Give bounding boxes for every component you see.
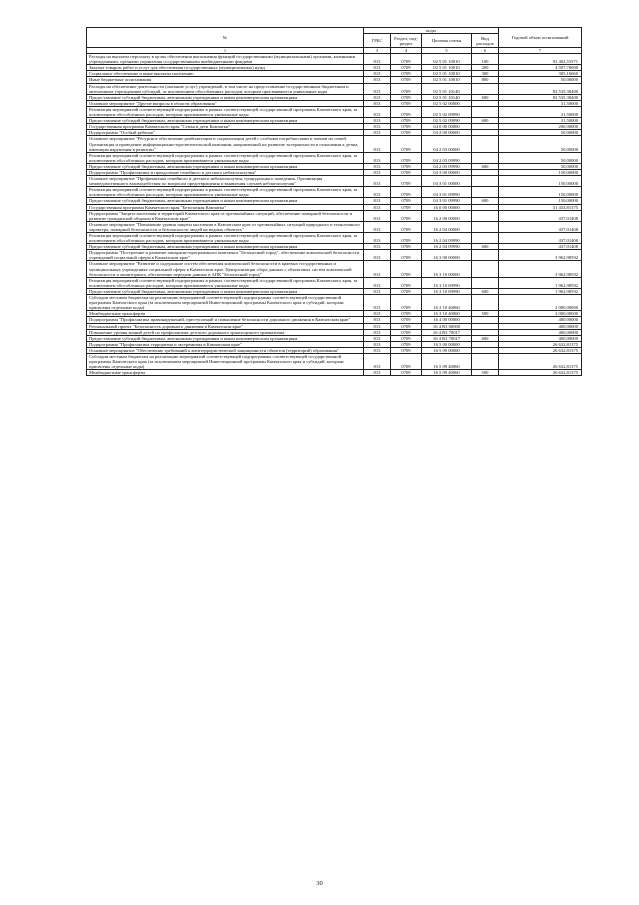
row-expense-type: 500 — [472, 370, 499, 376]
row-name: Подпрограмма "Защита населения и территорий Камчатского края от чрезвычайных ситуаций, обеспечение пожарной безопасности и развитие гражданской обороны в Камчатском крае" — [87, 210, 364, 221]
row-amount: 50,00000 — [499, 152, 582, 163]
row-section: 0709 — [391, 65, 422, 71]
row-name: Закупка товаров, работ и услуг для обеспечения государственных (муниципальных) нужд — [87, 65, 364, 71]
row-grbs: 813 — [364, 187, 391, 198]
header-section: Раздел, под-раздел — [391, 34, 422, 48]
row-expense-type — [472, 187, 499, 198]
row-name: Расходы на обеспечение деятельности (оказание услуг) учреждений, в том числе на предоставление государственным бюджетным и автономным учреждениям субсидий, за исключением обособленных расходов, которым присваиваются уникальные коды — [87, 83, 364, 94]
row-amount: 82 535,38400 — [499, 94, 582, 100]
row-grbs: 813 — [364, 311, 391, 317]
row-section: 0709 — [391, 204, 422, 210]
row-expense-type — [472, 295, 499, 311]
row-amount: 31,50000 — [499, 106, 582, 117]
row-section: 0709 — [391, 250, 422, 261]
row-section: 0709 — [391, 83, 422, 94]
row-grbs: 813 — [364, 163, 391, 169]
row-section: 0709 — [391, 94, 422, 100]
row-grbs: 813 — [364, 323, 391, 329]
row-grbs: 813 — [364, 94, 391, 100]
table-row — [87, 295, 582, 311]
row-amount: 92 402,55371 — [499, 54, 582, 65]
row-expense-type — [472, 277, 499, 288]
row-section: 0709 — [391, 347, 422, 353]
row-name: Основное мероприятие "Профилактика семейного и детского неблагополучия, суицидального поведения. Организация межведомственного взаимодействия по вопросам предотвращения и выявления случаев неблагополучия" — [87, 176, 364, 187]
row-amount: 82 535,38400 — [499, 83, 582, 94]
row-expense-type — [472, 221, 499, 232]
table-row — [87, 261, 582, 277]
row-name: Предоставление субсидий бюджетным, автономным учреждениям и иным некоммерческим организациям — [87, 198, 364, 204]
row-name: Реализация мероприятий соответствующей подпрограммы в рамках соответствующей государственной программы Камчатского края, за исключением обособленных расходов, которым присваиваются уникальные коды — [87, 187, 364, 198]
row-section: 0709 — [391, 130, 422, 136]
row-name: Основное мероприятие "Обеспечение требований к антитеррористической защищенности объектов (территорий) образования" — [87, 347, 364, 353]
row-section: 0709 — [391, 288, 422, 294]
row-name: Основное мероприятие "Ресурсное обеспечение реабилитации и социализации детей с особыми потребностями и членов их семей. Организация и проведение информационно-просветительской кампании, направленной на развитие толерантности в отношении к детям, имеющим нарушения в развитии" — [87, 136, 364, 152]
row-target-article: 16 2 00 00000 — [422, 210, 472, 221]
row-target-article: 04 2 00 00000 — [422, 130, 472, 136]
table-row — [87, 106, 582, 117]
row-amount: 437,01408 — [499, 233, 582, 244]
row-expense-type — [472, 106, 499, 117]
row-section: 0709 — [391, 370, 422, 376]
row-grbs: 813 — [364, 106, 391, 117]
row-amount: 31,50000 — [499, 100, 582, 106]
row-grbs: 813 — [364, 244, 391, 250]
row-section: 0709 — [391, 100, 422, 106]
table-row — [87, 152, 582, 163]
header-target-article: Целевая статья — [422, 34, 472, 48]
table-row — [87, 353, 582, 369]
row-section: 0709 — [391, 118, 422, 124]
row-grbs: 813 — [364, 250, 391, 261]
row-target-article: 16 5 00 00000 — [422, 341, 472, 347]
column-number: 7 — [499, 48, 582, 54]
row-grbs: 813 — [364, 317, 391, 323]
row-section: 0709 — [391, 71, 422, 77]
row-name: Предоставление субсидий бюджетным, автономным учреждениям и иным некоммерческим организациям — [87, 163, 364, 169]
header-expense-type: Вид расходов — [472, 34, 499, 48]
row-target-article: 04 3 01 00000 — [422, 176, 472, 187]
header-annual-amount: Годовой объем ассигнований — [499, 28, 582, 48]
row-section: 0709 — [391, 323, 422, 329]
row-target-article: 02 5 01 10140 — [422, 94, 472, 100]
row-expense-type: 100 — [472, 54, 499, 65]
row-amount: 400,00000 — [499, 329, 582, 335]
row-grbs: 813 — [364, 233, 391, 244]
row-section: 0709 — [391, 335, 422, 341]
row-amount: 31,50000 — [499, 118, 582, 124]
row-name: Региональный проект "Безопасность дорожного движения в Камчатском крае" — [87, 323, 364, 329]
table-row — [87, 176, 582, 187]
row-section: 0709 — [391, 124, 422, 130]
row-amount: 4 507,70000 — [499, 65, 582, 71]
row-section: 0709 — [391, 54, 422, 65]
row-expense-type — [472, 152, 499, 163]
header-name-no: № — [87, 28, 364, 48]
row-grbs: 813 — [364, 71, 391, 77]
row-amount: 400,00000 — [499, 335, 582, 341]
row-amount: 31 433,81375 — [499, 204, 582, 210]
row-grbs: 813 — [364, 277, 391, 288]
row-section: 0709 — [391, 163, 422, 169]
table-row — [87, 54, 582, 65]
row-expense-type: 800 — [472, 77, 499, 83]
row-name: Повышение уровня знаний детей по профилактике детского дорожного транспортного травматизма — [87, 329, 364, 335]
row-amount: 437,01408 — [499, 210, 582, 221]
row-target-article: 04 2 03 09990 — [422, 152, 472, 163]
column-number: 1 — [87, 48, 364, 54]
row-name: Подпрограмма "Особый ребенок" — [87, 130, 364, 136]
row-name: Субсидии местным бюджетам на реализацию мероприятий соответствующей подпрограммы соответствующей государственной программы Камчатского края (за исключением мероприятий Инвестиционной программы Камчатского края и субсидий, которым присвоены отдельные коды) — [87, 353, 364, 369]
row-target-article: 02 5 01 10010 — [422, 65, 472, 71]
row-section: 0709 — [391, 317, 422, 323]
row-name: Предоставление субсидий бюджетным, автономным учреждениям и иным некоммерческим организациям — [87, 335, 364, 341]
row-name: Основное мероприятие "Другие вопросы в области образования" — [87, 100, 364, 106]
row-target-article: 04 3 01 09990 — [422, 198, 472, 204]
row-name: Предоставление субсидий бюджетным, автономным учреждениям и иным некоммерческим организациям — [87, 244, 364, 250]
column-number: 4 — [391, 48, 422, 54]
row-expense-type — [472, 233, 499, 244]
row-name: Предоставление субсидий бюджетным, автономным учреждениям и иным некоммерческим организациям — [87, 118, 364, 124]
row-grbs: 813 — [364, 124, 391, 130]
row-target-article: 16 3 00 00000 — [422, 250, 472, 261]
row-section: 0709 — [391, 311, 422, 317]
row-grbs: 813 — [364, 100, 391, 106]
row-amount: 200,00000 — [499, 124, 582, 130]
row-section: 0709 — [391, 221, 422, 232]
row-expense-type — [472, 250, 499, 261]
row-target-article: 16 0 00 00000 — [422, 204, 472, 210]
row-amount: 437,01408 — [499, 244, 582, 250]
row-expense-type — [472, 176, 499, 187]
row-grbs: 813 — [364, 335, 391, 341]
row-amount: 150,00000 — [499, 187, 582, 198]
row-amount: 3 962,98592 — [499, 261, 582, 277]
row-name: Подпрограмма "Профилактика терроризма и экстремизма в Камчатском крае" — [87, 341, 364, 347]
row-grbs: 813 — [364, 370, 391, 376]
row-amount: 3 962,98592 — [499, 250, 582, 261]
row-grbs: 813 — [364, 288, 391, 294]
row-amount: 50,00000 — [499, 77, 582, 83]
row-target-article: 02 5 02 09990 — [422, 106, 472, 117]
row-expense-type: 600 — [472, 198, 499, 204]
row-amount: 50,00000 — [499, 136, 582, 152]
table-row — [87, 187, 582, 198]
table-row — [87, 277, 582, 288]
row-amount: 150,00000 — [499, 176, 582, 187]
row-amount: 1 962,98592 — [499, 288, 582, 294]
row-grbs: 813 — [364, 353, 391, 369]
row-amount: 400,00000 — [499, 317, 582, 323]
row-amount: 400,00000 — [499, 323, 582, 329]
column-number: 5 — [422, 48, 472, 54]
row-expense-type — [472, 210, 499, 221]
row-target-article: 16 2 04 09990 — [422, 233, 472, 244]
row-section: 0709 — [391, 244, 422, 250]
row-amount: 2 000,00000 — [499, 295, 582, 311]
row-grbs: 813 — [364, 329, 391, 335]
row-name: Реализация мероприятий соответствующей подпрограммы в рамках соответствующей государственной программы Камчатского края, за исключением обособленных расходов, которым присваиваются уникальные коды — [87, 233, 364, 244]
row-target-article: 16 3 10 09990 — [422, 288, 472, 294]
row-section: 0709 — [391, 210, 422, 221]
row-grbs: 813 — [364, 221, 391, 232]
row-grbs: 813 — [364, 77, 391, 83]
row-section: 0709 — [391, 353, 422, 369]
header-grbs: ГРБС — [364, 34, 391, 48]
row-grbs: 813 — [364, 83, 391, 94]
row-section: 0709 — [391, 136, 422, 152]
row-target-article: 16 2 04 09990 — [422, 244, 472, 250]
row-section: 0709 — [391, 152, 422, 163]
table-row — [87, 221, 582, 232]
row-section: 0709 — [391, 329, 422, 335]
row-name: Основное мероприятие "Повышение уровня защиты населения в Камчатском крае от чрезвычайных ситуаций природного и техногенного характера, пожарной безопасности и безопасности людей на водных объектах" — [87, 221, 364, 232]
row-section: 0709 — [391, 187, 422, 198]
row-expense-type — [472, 353, 499, 369]
column-number: 3 — [364, 48, 391, 54]
row-target-article: 16 5 09 00000 — [422, 347, 472, 353]
row-grbs: 813 — [364, 136, 391, 152]
row-target-article: 04 2 03 00000 — [422, 136, 472, 152]
row-target-article: 16 3 10 00000 — [422, 261, 472, 277]
row-section: 0709 — [391, 341, 422, 347]
page-number: 30 — [316, 880, 323, 887]
row-target-article: 16 4 R3 70017 — [422, 329, 472, 335]
row-expense-type — [472, 261, 499, 277]
row-amount: 26 632,81375 — [499, 370, 582, 376]
row-grbs: 813 — [364, 152, 391, 163]
row-expense-type: 600 — [472, 244, 499, 250]
row-section: 0709 — [391, 198, 422, 204]
row-grbs: 813 — [364, 130, 391, 136]
row-expense-type: 500 — [472, 311, 499, 317]
row-section: 0709 — [391, 233, 422, 244]
table-row — [87, 210, 582, 221]
row-name: Государственная программа Камчатского края "Безопасная Камчатка" — [87, 204, 364, 210]
row-target-article: 16 5 09 40060 — [422, 353, 472, 369]
row-section: 0709 — [391, 77, 422, 83]
row-grbs: 813 — [364, 341, 391, 347]
row-grbs: 813 — [364, 347, 391, 353]
row-target-article: 02 5 01 10010 — [422, 71, 472, 77]
row-section: 0709 — [391, 169, 422, 175]
row-amount: 26 632,81375 — [499, 347, 582, 353]
row-section: 0709 — [391, 106, 422, 117]
row-amount: 150,00000 — [499, 169, 582, 175]
row-name: Основное мероприятие "Развитие и содержание систем обеспечения комплексной безопасности в краевых государственных и муниципальных учреждениях социальной сферы в Камчатском крае. Централизация сбора данных с объектовых систем комплексной безопасности и мониторинга, обеспечение передачи данных в АПК "Безопасный город" — [87, 261, 364, 277]
row-target-article: 02 5 01 10140 — [422, 83, 472, 94]
row-name: Подпрограмма "Профилактика и преодоление семейного и детского неблагополучия" — [87, 169, 364, 175]
row-amount: 150,00000 — [499, 198, 582, 204]
row-section: 0709 — [391, 176, 422, 187]
table-row — [87, 136, 582, 152]
row-target-article: 02 5 02 09990 — [422, 118, 472, 124]
row-name: Подпрограмма "Профилактика правонарушений, преступлений и повышение безопасности дорожного движения в Камчатском крае" — [87, 317, 364, 323]
row-target-article: 16 3 10 09990 — [422, 277, 472, 288]
row-section: 0709 — [391, 261, 422, 277]
row-target-article: 02 5 01 10010 — [422, 54, 472, 65]
row-target-article: 16 4 R3 00000 — [422, 323, 472, 329]
budget-table-sheet — [86, 27, 581, 376]
row-target-article: 16 5 09 40060 — [422, 370, 472, 376]
row-target-article: 04 3 01 09990 — [422, 187, 472, 198]
row-amount: 437,01408 — [499, 221, 582, 232]
row-amount: 1 962,98592 — [499, 277, 582, 288]
row-expense-type: 600 — [472, 163, 499, 169]
row-expense-type: 600 — [472, 118, 499, 124]
table-row — [87, 83, 582, 94]
row-grbs: 813 — [364, 204, 391, 210]
row-name: Предоставление субсидий бюджетным, автономным учреждениям и иным некоммерческим организациям — [87, 94, 364, 100]
row-grbs: 813 — [364, 54, 391, 65]
table-row — [87, 250, 582, 261]
row-name: Иные бюджетные ассигнования — [87, 77, 364, 83]
row-name: Подпрограмма "Построение и развитие аппаратно-программного комплекса "Безопасный город", обеспечение комплексной безопасности учреждений социальной сферы в Камчатском крае" — [87, 250, 364, 261]
row-target-article: 02 5 01 10010 — [422, 77, 472, 83]
row-amount: 50,00000 — [499, 130, 582, 136]
row-expense-type: 200 — [472, 65, 499, 71]
row-name: Субсидии местным бюджетам на реализацию мероприятий соответствующей подпрограммы соответствующей государственной программы Камчатского края (за исключением мероприятий Инвестиционной программы Камчатского края и субсидий, которым присвоены отдельные коды) — [87, 295, 364, 311]
row-name: Социальное обеспечение и иные выплаты населению — [87, 71, 364, 77]
row-grbs: 813 — [364, 169, 391, 175]
row-grbs: 813 — [364, 176, 391, 187]
header-codes: коды — [364, 28, 499, 34]
row-amount: 26 632,81375 — [499, 341, 582, 347]
row-name: Расходы на выплаты персоналу в целях обеспечения выполнения функций государственными (муниципальными) органами, казенными учреждениями, органами управления государственными внебюджетными фондами — [87, 54, 364, 65]
row-target-article: 16 4 00 00000 — [422, 317, 472, 323]
row-target-article: 04 3 00 00000 — [422, 169, 472, 175]
row-target-article: 16 4 R3 70017 — [422, 335, 472, 341]
budget-allocation-table — [86, 27, 582, 376]
row-target-article: 04 0 00 00000 — [422, 124, 472, 130]
row-amount: 2 000,00000 — [499, 311, 582, 317]
row-section: 0709 — [391, 295, 422, 311]
row-section: 0709 — [391, 277, 422, 288]
row-name: Реализация мероприятий соответствующей подпрограммы в рамках соответствующей государственной программы Камчатского края, за исключением обособленных расходов, которым присваиваются уникальные коды — [87, 152, 364, 163]
row-expense-type: 600 — [472, 335, 499, 341]
row-grbs: 813 — [364, 210, 391, 221]
row-name: Межбюджетные трансферты — [87, 311, 364, 317]
row-name: Реализация мероприятий соответствующей подпрограммы в рамках соответствующей государственной программы Камчатского края, за исключением обособленных расходов, которым присваиваются уникальные коды — [87, 106, 364, 117]
row-name: Предоставление субсидий бюджетным, автономным учреждениям и иным некоммерческим организациям — [87, 288, 364, 294]
row-name: Межбюджетные трансферты — [87, 370, 364, 376]
row-expense-type: 300 — [472, 71, 499, 77]
row-amount: 305,16660 — [499, 71, 582, 77]
row-name: Государственная программа Камчатского края "Семья и дети Камчатки" — [87, 124, 364, 130]
row-target-article: 16 3 10 40060 — [422, 311, 472, 317]
row-grbs: 813 — [364, 295, 391, 311]
row-amount: 26 632,81375 — [499, 353, 582, 369]
row-expense-type: 600 — [472, 288, 499, 294]
table-row — [87, 233, 582, 244]
column-number: 6 — [472, 48, 499, 54]
row-grbs: 813 — [364, 198, 391, 204]
row-expense-type — [472, 83, 499, 94]
row-grbs: 813 — [364, 261, 391, 277]
table-body — [87, 54, 582, 376]
row-amount: 50,00000 — [499, 163, 582, 169]
row-name: Реализация мероприятий соответствующей подпрограммы в рамках соответствующей государственной программы Камчатского края, за исключением обособленных расходов, которым присваиваются уникальные коды — [87, 277, 364, 288]
row-expense-type — [472, 136, 499, 152]
table-row — [87, 370, 582, 376]
row-grbs: 813 — [364, 118, 391, 124]
row-target-article: 04 2 03 09990 — [422, 163, 472, 169]
row-target-article: 02 5 02 00000 — [422, 100, 472, 106]
row-grbs: 813 — [364, 65, 391, 71]
row-target-article: 16 3 10 40060 — [422, 295, 472, 311]
row-expense-type: 600 — [472, 94, 499, 100]
row-target-article: 16 2 04 00000 — [422, 221, 472, 232]
